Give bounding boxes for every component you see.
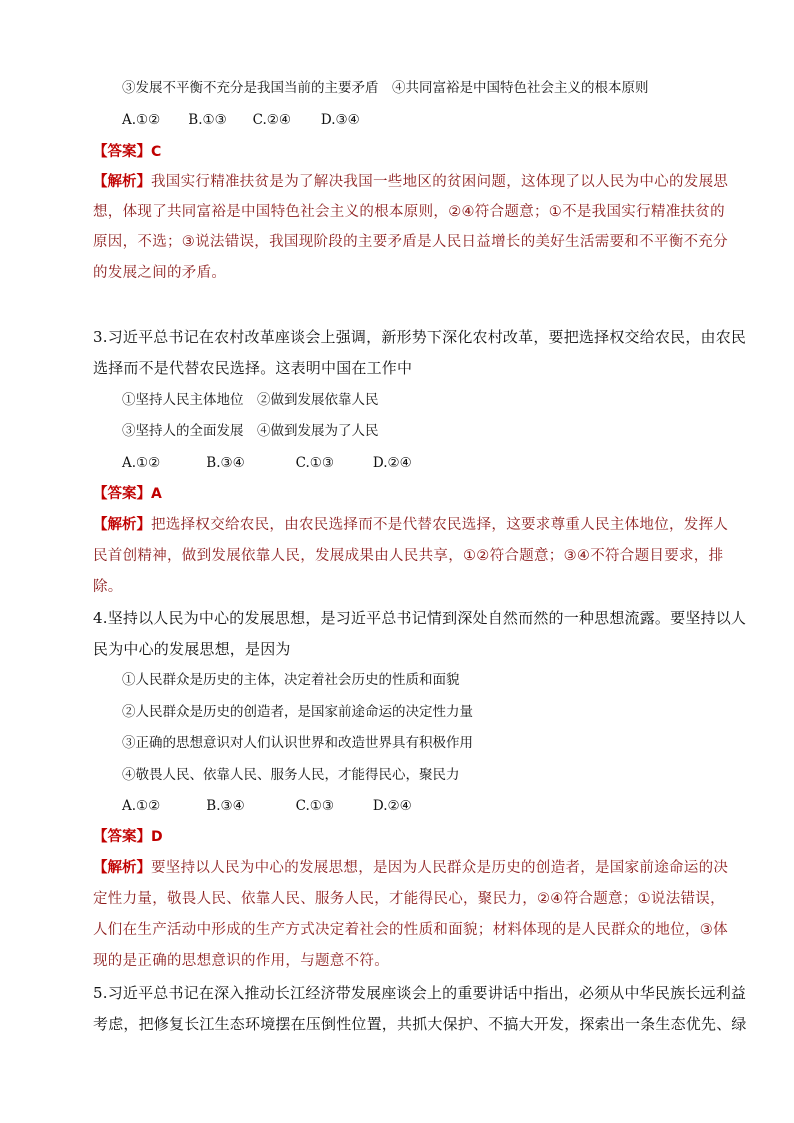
q4-choice-a: A.①② bbox=[122, 798, 161, 814]
q4-choice-b: B.③④ bbox=[206, 798, 245, 814]
q3-option-line-2: ③坚持人的全面发展 ④做到发展为了人民 bbox=[122, 423, 379, 439]
q4-explanation-line-3: 人们在生产活动中形成的生产方式决定着社会的性质和面貌；材料体现的是人民群众的地位，③体 bbox=[93, 922, 728, 938]
answer-value: A bbox=[151, 486, 162, 502]
q3-explanation-line-1: 【解析】把选择权交给农民，由农民选择而不是代替农民选择，这要求尊重人民主体地位，发挥人 bbox=[93, 517, 729, 533]
q3-choice-a: A.①② bbox=[122, 455, 161, 471]
q2-choice-c: C.②④ bbox=[252, 112, 291, 128]
q4-option-line-4: ④敬畏人民、依靠人民、服务人民，才能得民心，聚民力 bbox=[122, 767, 460, 783]
q5-stem-line-2: 考虑，把修复长江生态环境摆在压倒性位置，共抓大保护、不搞大开发，探索出一条生态优先、绿 bbox=[93, 1015, 747, 1033]
q2-choices bbox=[122, 110, 360, 130]
q2-explanation-line-2: 想，体现了共同富裕是中国特色社会主义的根本原则，②④符合题意；①不是我国实行精准扶贫的 bbox=[93, 204, 725, 220]
q3-choice-c: C.①③ bbox=[295, 455, 334, 471]
q4-stem-line-1: 4.坚持以人民为中心的发展思想，是习近平总书记情到深处自然而然的一种思想流露。要坚持以人 bbox=[93, 609, 747, 627]
q3-option-line-1: ①坚持人民主体地位 ②做到发展依靠人民 bbox=[122, 392, 379, 408]
q3-stem-line-2: 选择而不是代替农民选择。这表明中国在工作中 bbox=[93, 359, 413, 377]
q2-explanation-line-1: 【解析】我国实行精准扶贫是为了解决我国一些地区的贫困问题，这体现了以人民为中心的发展思 bbox=[93, 174, 729, 190]
answer-value: D bbox=[151, 829, 163, 845]
q3-choice-d: D.②④ bbox=[372, 455, 412, 471]
q4-stem-line-2: 民为中心的发展思想，是因为 bbox=[93, 640, 291, 658]
q2-choice-b: B.①③ bbox=[188, 112, 227, 128]
q4-explanation-line-2: 定性力量，敬畏人民、依靠人民、服务人民，才能得民心，聚民力，②④符合题意；①说法错误， bbox=[93, 891, 725, 907]
q4-explanation-line-1: 【解析】要坚持以人民为中心的发展思想，是因为人民群众是历史的创造者，是国家前途命运的决 bbox=[93, 860, 729, 876]
q3-explanation-line-2: 民首创精神，做到发展依靠人民，发展成果由人民共享，①②符合题意；③④不符合题目要求，排 bbox=[93, 548, 724, 564]
q5-stem-line-1: 5.习近平总书记在深入推动长江经济带发展座谈会上的重要讲话中指出，必须从中华民族长远利益 bbox=[93, 984, 747, 1002]
answer-label: 【答案】 bbox=[93, 486, 151, 502]
q3-stem-line-1: 3.习近平总书记在农村改革座谈会上强调，新形势下深化农村改革，要把选择权交给农民，由农民 bbox=[93, 328, 747, 346]
q3-explanation-line-3: 除。 bbox=[93, 579, 123, 595]
answer-label: 【答案】 bbox=[93, 144, 151, 160]
answer-value: C bbox=[151, 144, 162, 160]
q4-choices bbox=[122, 796, 412, 816]
q2-explanation-line-3: 原因，不选；③说法错误，我国现阶段的主要矛盾是人民日益增长的美好生活需要和不平衡不充分 bbox=[93, 234, 728, 250]
q3-choice-b: B.③④ bbox=[206, 455, 245, 471]
explanation-label: 【解析】 bbox=[93, 860, 151, 876]
q4-option-line-3: ③正确的思想意识对人们认识世界和改造世界具有积极作用 bbox=[122, 735, 473, 751]
q4-explanation-line-4: 现的是正确的思想意识的作用，与题意不符。 bbox=[93, 953, 389, 969]
answer-label: 【答案】 bbox=[93, 829, 151, 845]
explanation-label: 【解析】 bbox=[93, 517, 151, 533]
q2-explanation-line-4: 的发展之间的矛盾。 bbox=[93, 265, 227, 281]
q2-option-line: ③发展不平衡不充分是我国当前的主要矛盾 ④共同富裕是中国特色社会主义的根本原则 bbox=[122, 80, 649, 96]
q2-choice-d: D.③④ bbox=[320, 112, 360, 128]
q3-choices bbox=[122, 453, 412, 473]
explanation-label: 【解析】 bbox=[93, 174, 151, 190]
q4-choice-d: D.②④ bbox=[372, 798, 412, 814]
q2-answer bbox=[93, 142, 161, 162]
q2-choice-a: A.①② bbox=[122, 112, 161, 128]
q4-answer bbox=[93, 827, 163, 847]
q4-option-line-2: ②人民群众是历史的创造者，是国家前途命运的决定性力量 bbox=[122, 704, 473, 720]
q4-option-line-1: ①人民群众是历史的主体，决定着社会历史的性质和面貌 bbox=[122, 672, 460, 688]
q3-answer bbox=[93, 484, 162, 504]
q4-choice-c: C.①③ bbox=[295, 798, 334, 814]
